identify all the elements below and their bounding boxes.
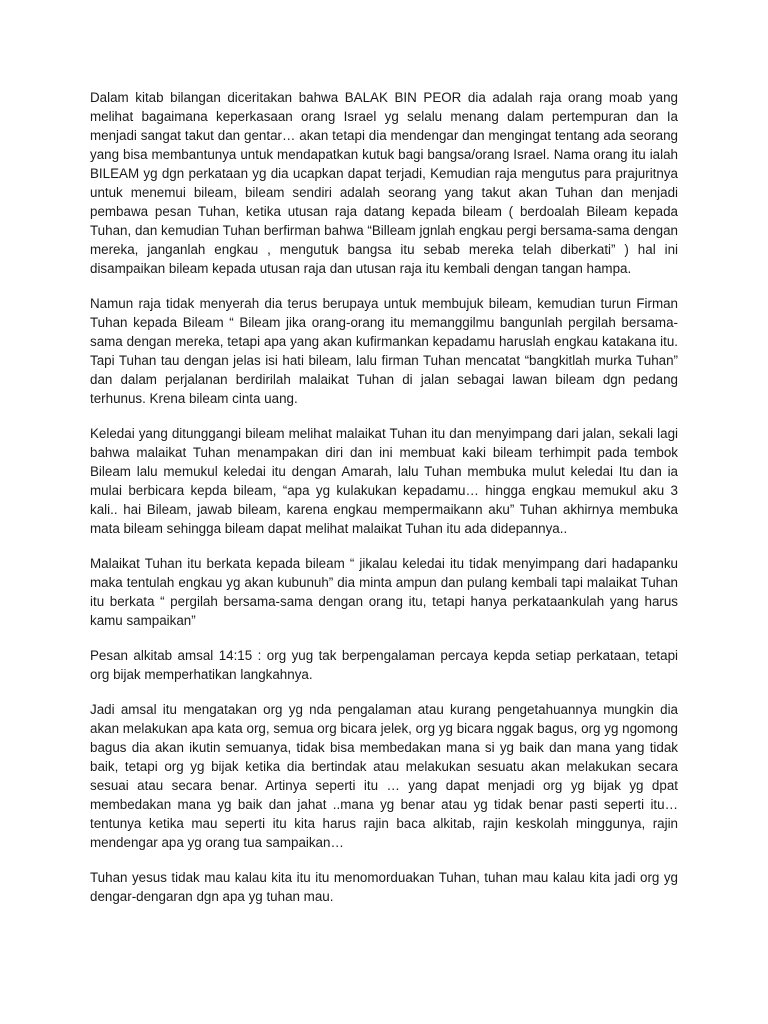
paragraph-6: Jadi amsal itu mengatakan org yg nda pengalaman atau kurang pengetahuannya mungkin dia akan melakukan apa kata org, semua org bicara jelek, org yg bicara nggak bagus, org yg ngomong bagus dia akan ikutin semuanya, tidak bisa membedakan mana si yg baik dan mana yang tidak baik, tetapi org yg bijak ketika dia bertindak atau melakukan sesuatu akan melakukan secara sesuai atau secara benar. Artinya seperti itu … yang dapat menjadi org yg bijak yg dpat membedakan mana yg baik dan jahat ..mana yg benar atau yg tidak benar pasti seperti itu…tentunya ketika mau seperti itu kita harus rajin baca alkitab, rajin keskolah minggunya, rajin mendengar apa yg orang tua sampaikan…: [90, 702, 678, 850]
paragraph-2: Namun raja tidak menyerah dia terus berupaya untuk membujuk bileam, kemudian turun Firman Tuhan kepada Bileam “ Bileam jika orang-orang itu memanggilmu bangunlah pergilah bersama-sama dengan mereka, tetapi apa yang akan kufirmankan kepadamu haruslah engkau katakana itu. Tapi Tuhan tau dengan jelas isi hati bileam, lalu firman Tuhan mencatat “bangkitlah murka Tuhan” dan dalam perjalanan berdirilah malaikat Tuhan di jalan sebagai lawan bileam dgn pedang terhunus. Krena bileam cinta uang.: [90, 296, 678, 406]
paragraph-5: Pesan alkitab amsal 14:15 : org yug tak berpengalaman percaya kepda setiap perkataan, tetapi org bijak memperhatikan langkahnya.: [90, 648, 678, 682]
paragraph-7: Tuhan yesus tidak mau kalau kita itu itu menomorduakan Tuhan, tuhan mau kalau kita jadi org yg dengar-dengaran dgn apa yg tuhan mau.: [90, 870, 678, 904]
document-page: [90, 88, 678, 922]
paragraph-3: Keledai yang ditunggangi bileam melihat malaikat Tuhan itu dan menyimpang dari jalan, sekali lagi bahwa malaikat Tuhan menampakan diri dan ini membuat kaki bileam terhimpit pada tembok Bileam lalu memukul keledai itu dengan Amarah, lalu Tuhan membuka mulut keledai Itu dan ia mulai berbicara kepda bileam, “apa yg kulakukan kepadamu… hingga engkau memukul aku 3 kali.. hai Bileam, jawab bileam, karena engkau mempermaikann aku” Tuhan akhirnya membuka mata bileam sehingga bileam dapat melihat malaikat Tuhan itu ada didepannya..: [90, 426, 678, 536]
paragraph-4: Malaikat Tuhan itu berkata kepada bileam “ jikalau keledai itu tidak menyimpang dari hadapanku maka tentulah engkau yg akan kubunuh” dia minta ampun dan pulang kembali tapi malaikat Tuhan itu berkata “ pergilah bersama-sama dengan orang itu, tetapi hanya perkataankulah yang harus kamu sampaikan”: [90, 556, 678, 628]
paragraph-1: Dalam kitab bilangan diceritakan bahwa BALAK BIN PEOR dia adalah raja orang moab yang melihat bagaimana keperkasaan orang Israel yg selalu menang dalam pertempuran dan Ia menjadi sangat takut dan gentar… akan tetapi dia mendengar dan mengingat tentang ada seorang yang bisa membantunya untuk mendapatkan kutuk bagi bangsa/orang Israel. Nama orang itu ialah BILEAM yg dgn perkataan yg dia ucapkan dapat terjadi, Kemudian raja mengutus para prajuritnya untuk menemui bileam, bileam sendiri adalah seorang yang takut akan Tuhan dan menjadi pembawa pesan Tuhan, ketika utusan raja datang kepada bileam ( berdoalah Bileam kepada Tuhan, dan kemudian Tuhan berfirman bahwa “Billeam jgnlah engkau pergi bersama-sama dengan mereka, janganlah engkau , mengutuk bangsa itu sebab mereka telah diberkati” ) hal ini disampaikan bileam kepada utusan raja dan utusan raja itu kembali dengan tangan hampa.: [90, 90, 678, 276]
